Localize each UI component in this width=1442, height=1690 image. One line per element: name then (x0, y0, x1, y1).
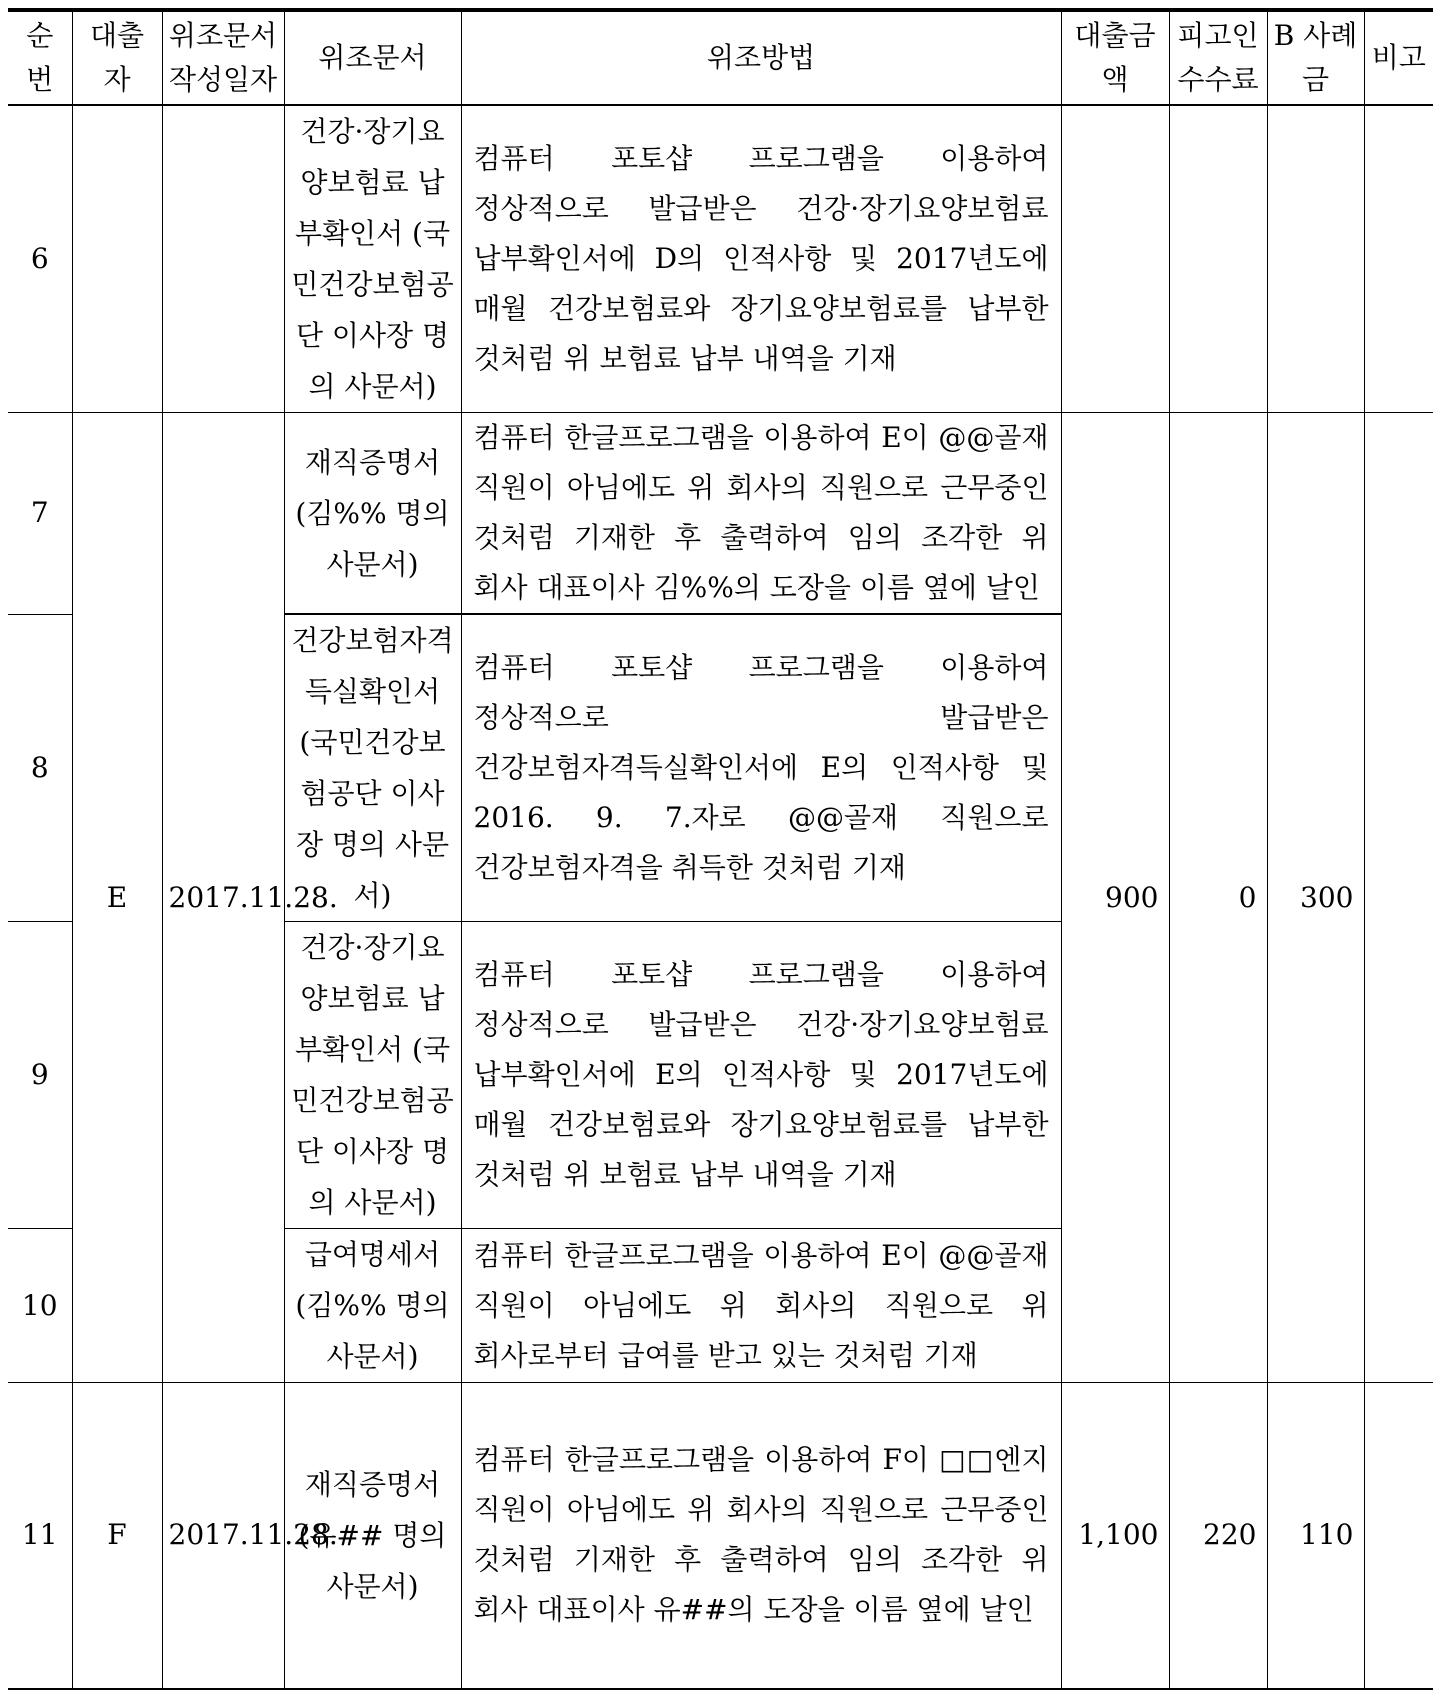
method-cell: 컴퓨터 한글프로그램을 이용하여 E이 @@골재 직원이 아님에도 위 회사의 직원으로 근무중인 것처럼 기재한 후 출력하여 임의 조각한 위 회사 대표이사 김%%의 도장을 이름 옆에 날인 (461, 413, 1061, 615)
header-borrower: 대출자 (72, 10, 162, 105)
forgery-table (8, 8, 1433, 1690)
date-cell (162, 105, 284, 413)
document-page (8, 8, 1433, 1627)
document-cell: 재직증명서 (유## 명의 사문서) (284, 1383, 461, 1689)
document-cell: 건강·장기요양보험료 납부확인서 (국민건강보험공단 이사장 명의 사문서) (284, 105, 461, 413)
fee-cell: 0 (1169, 413, 1267, 1383)
method-cell: 컴퓨터 포토샵 프로그램을 이용하여 정상적으로 발급받은 건강·장기요양보험료 납부확인서에 D의 인적사항 및 2017년도에 매월 건강보험료와 장기요양보험료를 납부한 것처럼 위 보험료 납부 내역을 기재 (461, 105, 1061, 413)
header-row (8, 10, 1433, 105)
borrower-cell: F (72, 1383, 162, 1689)
header-document: 위조문서 (284, 10, 461, 105)
date-cell: 2017.11.28. (162, 413, 284, 1383)
note-cell (1364, 105, 1433, 413)
loan-cell (1061, 105, 1169, 413)
header-note: 비고 (1364, 10, 1433, 105)
header-fee: 피고인 수수료 (1169, 10, 1267, 105)
seq-cell: 9 (8, 922, 72, 1229)
header-method: 위조방법 (461, 10, 1061, 105)
borrower-cell (72, 105, 162, 413)
note-cell (1364, 1383, 1433, 1689)
header-seq: 순번 (8, 10, 72, 105)
seq-cell: 7 (8, 413, 72, 615)
date-cell: 2017.11.28. (162, 1383, 284, 1689)
header-date: 위조문서 작성일자 (162, 10, 284, 105)
borrower-cell: E (72, 413, 162, 1383)
loan-cell: 900 (1061, 413, 1169, 1383)
seq-cell: 6 (8, 105, 72, 413)
fee-cell: 220 (1169, 1383, 1267, 1689)
reward-cell: 300 (1267, 413, 1364, 1383)
document-cell: 급여명세서 (김%% 명의 사문서) (284, 1229, 461, 1383)
table-row (8, 413, 1433, 615)
document-cell: 건강보험자격득실확인서 (국민건강보험공단 이사장 명의 사문서) (284, 614, 461, 922)
seq-cell: 11 (8, 1383, 72, 1689)
seq-cell: 8 (8, 614, 72, 922)
document-cell: 재직증명서 (김%% 명의 사문서) (284, 413, 461, 615)
method-cell: 컴퓨터 포토샵 프로그램을 이용하여 정상적으로 발급받은 건강보험자격득실확인서에 E의 인적사항 및 2016. 9. 7.자로 @@골재 직원으로 건강보험자격을 취득한 것처럼 기재 (461, 614, 1061, 922)
note-cell (1364, 413, 1433, 1383)
fee-cell (1169, 105, 1267, 413)
seq-cell: 10 (8, 1229, 72, 1383)
reward-cell (1267, 105, 1364, 413)
table-row (8, 105, 1433, 413)
reward-cell: 110 (1267, 1383, 1364, 1689)
method-cell: 컴퓨터 포토샵 프로그램을 이용하여 정상적으로 발급받은 건강·장기요양보험료 납부확인서에 E의 인적사항 및 2017년도에 매월 건강보험료와 장기요양보험료를 납부한 것처럼 위 보험료 납부 내역을 기재 (461, 922, 1061, 1229)
loan-cell: 1,100 (1061, 1383, 1169, 1689)
document-cell: 건강·장기요양보험료 납부확인서 (국민건강보험공단 이사장 명의 사문서) (284, 922, 461, 1229)
header-reward: B 사례금 (1267, 10, 1364, 105)
method-cell: 컴퓨터 한글프로그램을 이용하여 F이 □□엔지 직원이 아님에도 위 회사의 직원으로 근무중인 것처럼 기재한 후 출력하여 임의 조각한 위 회사 대표이사 유##의 도장을 이름 옆에 날인 (461, 1383, 1061, 1689)
header-loan: 대출금액 (1061, 10, 1169, 105)
table-row (8, 1383, 1433, 1689)
method-cell: 컴퓨터 한글프로그램을 이용하여 E이 @@골재 직원이 아님에도 위 회사의 직원으로 위 회사로부터 급여를 받고 있는 것처럼 기재 (461, 1229, 1061, 1383)
